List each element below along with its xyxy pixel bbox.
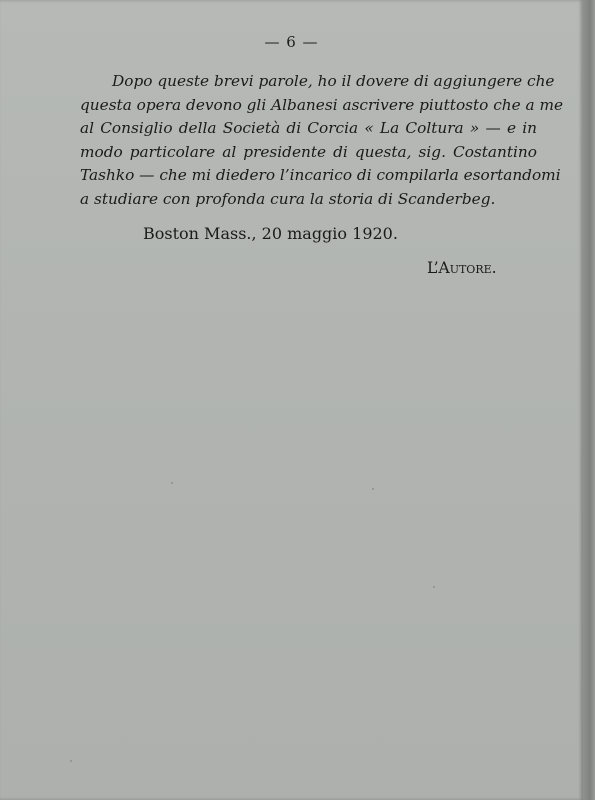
page-edge — [583, 0, 595, 800]
paragraph-line: modo particolare al presidente di questa, sig. Costantino — [80, 142, 537, 161]
page-number: — 6 — — [264, 33, 319, 51]
body-paragraph — [80, 70, 564, 211]
paragraph-line: questa opera devono gli Albanesi ascrivere piuttosto che a me — [80, 95, 564, 114]
paper-speck — [70, 760, 72, 762]
signature-text: L’Autore. — [427, 259, 497, 277]
paper-speck — [171, 482, 173, 484]
paragraph-line: Dopo queste brevi parole, ho il dovere di aggiungere che — [112, 72, 555, 90]
paper-speck — [433, 586, 435, 588]
paragraph-line: Tashko — che mi diedero l’incarico di compilarla esortandomi — [80, 166, 561, 184]
paragraph-line: a studiare con profonda cura la storia di Scanderbeg. — [80, 189, 496, 208]
author-signature — [427, 259, 497, 277]
paper-speck — [372, 488, 374, 490]
place-and-date: Boston Mass., 20 maggio 1920. — [143, 224, 398, 243]
paragraph-line: al Consiglio della Società di Corcia « La Coltura » — e in — [80, 119, 537, 137]
